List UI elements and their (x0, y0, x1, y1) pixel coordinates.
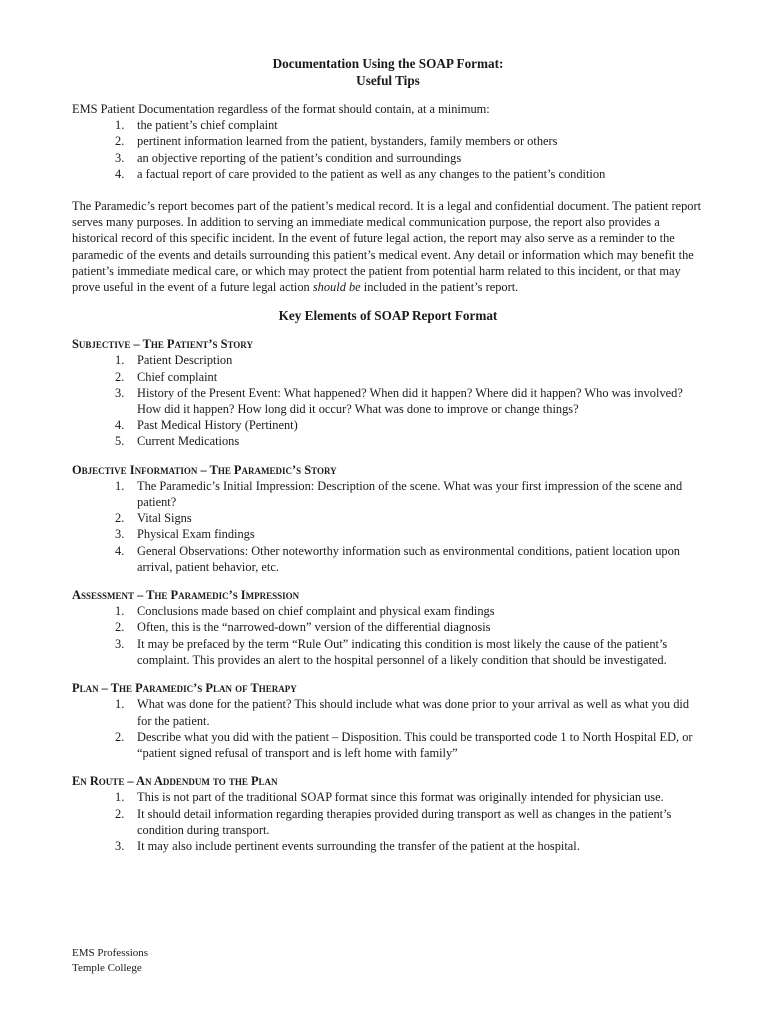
objective-list (72, 478, 704, 575)
key-elements-heading: Key Elements of SOAP Report Format (278, 308, 498, 324)
section-heading-en-route: En Route – An Addendum to the Plan (72, 774, 278, 789)
section-heading-assessment: Assessment – The Paramedic’s Impression (72, 588, 300, 603)
subjective-list (72, 352, 704, 449)
title-line-1: Documentation Using the SOAP Format: (272, 56, 504, 71)
section-heading-plan: Plan – The Paramedic’s Plan of Therapy (72, 681, 297, 696)
list-item: 1. the patient’s chief complaint (115, 118, 278, 133)
list-item: 2. Vital Signs (115, 511, 192, 526)
list-item: 5. Current Medications (115, 434, 240, 449)
list-item: 2. Chief complaint (115, 369, 218, 384)
intro-list (72, 117, 704, 182)
footer-line-1: EMS Professions (72, 947, 149, 959)
list-item: 3. It may be prefaced by the term “Rule Out” indicating this condition is most likely the cause of the patient’s complaint. This provides an alert to the hospital personnel of a likely condition that should be investigated. (115, 636, 668, 667)
list-item: 4. a factual report of care provided to the patient as well as any changes to the patient’s condition (115, 166, 606, 181)
en-route-list (72, 789, 704, 854)
list-item: 1. What was done for the patient? This should include what was done prior to your arrival as well as what you did for the patient. (115, 697, 690, 728)
list-item: 3. an objective reporting of the patient’s condition and surroundings (115, 150, 462, 165)
list-item: 3. History of the Present Event: What happened? When did it happen? Where did it happen? Who was involved? How did it happen? How long did it occur? What was done to improve or change things? (115, 385, 683, 417)
assessment-list (72, 603, 704, 668)
list-item: 4. General Observations: Other noteworthy information such as environmental conditions, patient location upon arrival, patient behavior, etc. (115, 543, 680, 574)
list-item: 2. Often, this is the “narrowed-down” version of the differential diagnosis (115, 620, 491, 635)
list-item: 2. pertinent information learned from the patient, bystanders, family members or others (115, 134, 558, 149)
section-heading-objective: Objective Information – The Paramedic’s Story (72, 462, 337, 477)
document-title (72, 55, 704, 89)
list-item: 3. It may also include pertinent events surrounding the transfer of the patient at the hospital. (115, 838, 580, 853)
list-item: 1. This is not part of the traditional SOAP format since this format was originally intended for physician use. (115, 790, 664, 805)
footer (72, 946, 148, 976)
section-heading-subjective: Subjective – The Patient’s Story (72, 337, 253, 352)
list-item: 3. Physical Exam findings (115, 527, 255, 542)
intro-text: EMS Patient Documentation regardless of the format should contain, at a minimum: (72, 102, 490, 116)
list-item: 2. It should detail information regarding therapies provided during transport as well as changes in the patient’s condition during transport. (115, 806, 672, 837)
plan-list (72, 696, 704, 761)
list-item: 1. The Paramedic’s Initial Impression: Description of the scene. What was your first impression of the scene and patient? (115, 478, 683, 510)
list-item: 2. Describe what you did with the patient – Disposition. This could be transported code 1 to North Hospital ED, or “patient signed refusal of transport and is left home with family” (115, 729, 693, 760)
list-item: 4. Past Medical History (Pertinent) (115, 418, 298, 433)
emphasis-text: should be (312, 280, 361, 295)
list-item: 1. Patient Description (115, 353, 233, 368)
report-paragraph: The Paramedic’s report becomes part of the patient’s medical record. It is a legal and confidential document. The patient report serves many purposes. In addition to serving an immediate medical communication purpose, the report also provides a historical record of this specific incident. In the event of future legal action, the report may also serve as a reminder to the paramedic of the events and details surrounding this patient’s medical event. Any detail or information which may benefit the patient’s immediate medical care, or which may protect the patient from potential harm related to this incident, or that may prove useful in the event of a future legal action should be included in the patient’s report. (72, 199, 702, 295)
title-line-2: Useful Tips (356, 73, 420, 88)
list-item: 1. Conclusions made based on chief complaint and physical exam findings (115, 604, 495, 619)
footer-line-2: Temple College (72, 962, 142, 974)
